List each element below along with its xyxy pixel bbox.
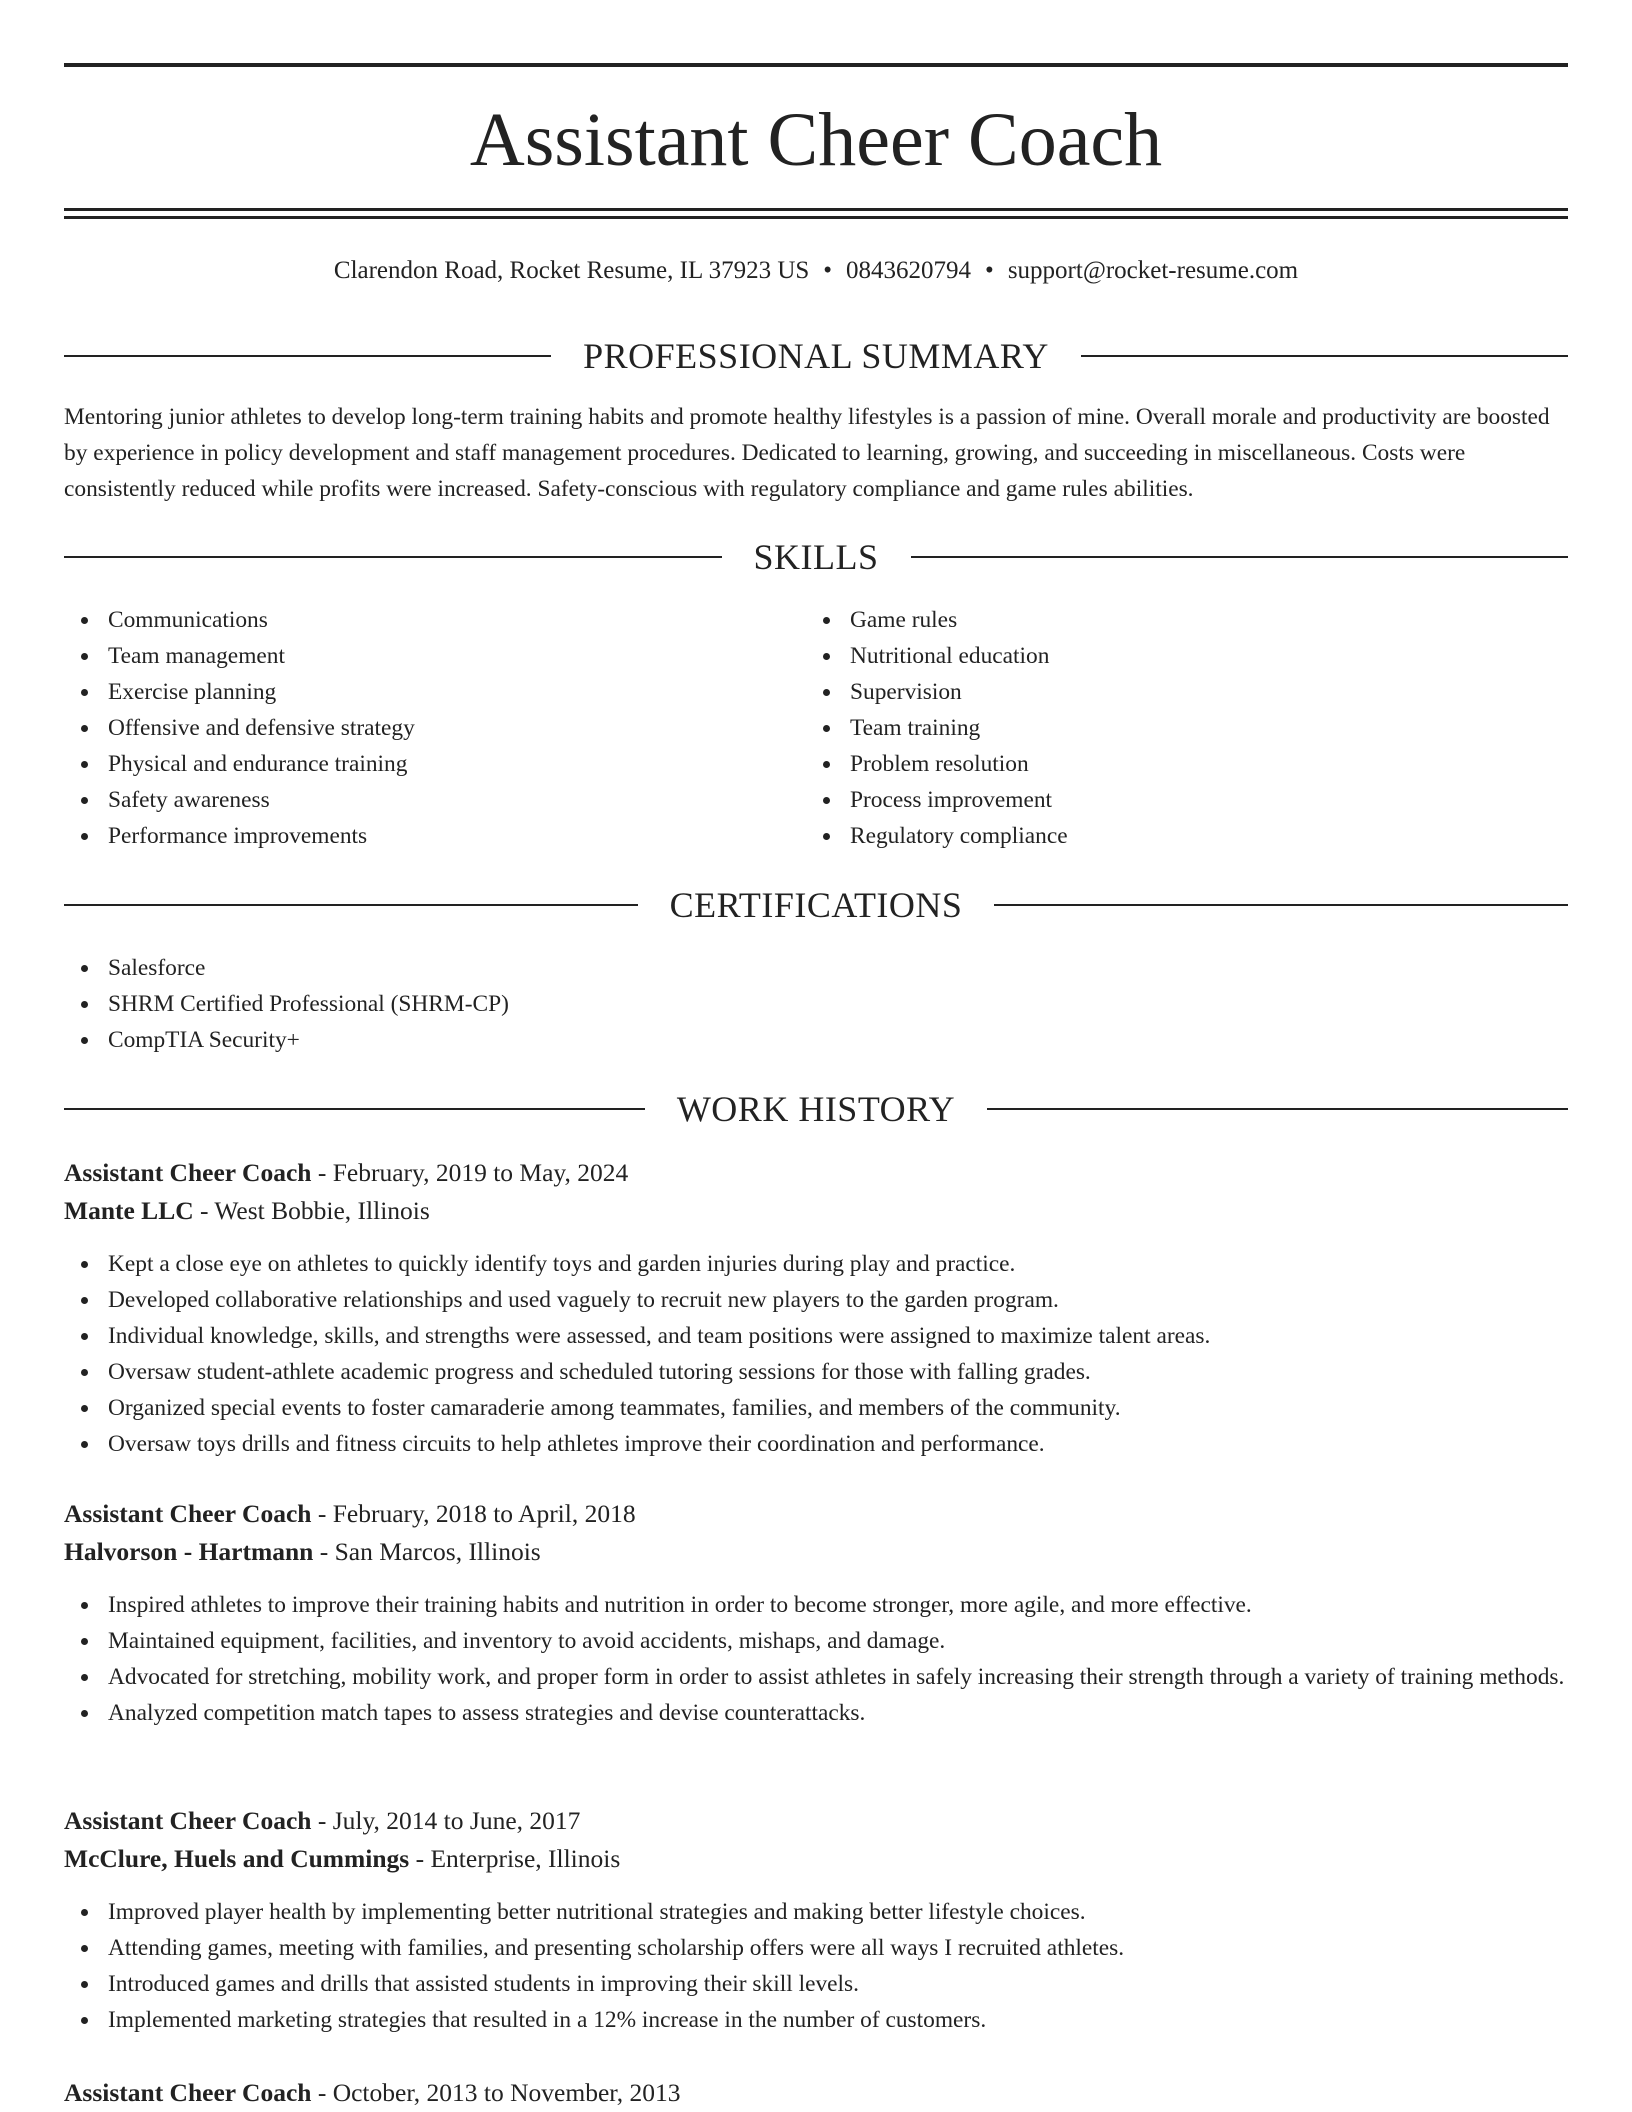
skill-item: Nutritional education bbox=[806, 638, 1566, 674]
job-bullet: Organized special events to foster camaraderie among teammates, families, and members of the community. bbox=[64, 1390, 1568, 1426]
section-rule bbox=[64, 556, 722, 558]
contact-line bbox=[64, 254, 1568, 288]
section-header-certifications bbox=[64, 883, 1568, 927]
job-dates: October, 2013 to November, 2013 bbox=[332, 2078, 681, 2107]
job-title: Assistant Cheer Coach bbox=[64, 1806, 312, 1835]
job-dates: February, 2019 to May, 2024 bbox=[332, 1158, 629, 1187]
skill-item: Regulatory compliance bbox=[806, 818, 1566, 854]
job-bullet: Introduced games and drills that assisted students in improving their skill levels. bbox=[64, 1966, 1568, 2002]
job-bullet: Oversaw toys drills and fitness circuits to help athletes improve their coordination and performance. bbox=[64, 1426, 1568, 1462]
job-bullet: Implemented marketing strategies that resulted in a 12% increase in the number of customers. bbox=[64, 2002, 1568, 2038]
job-company: McClure, Huels and Cummings bbox=[64, 1844, 410, 1873]
section-rule bbox=[987, 1108, 1568, 1110]
section-header-work-history bbox=[64, 1087, 1568, 1131]
section-header-summary bbox=[64, 334, 1568, 378]
section-title: CERTIFICATIONS bbox=[669, 885, 963, 925]
skills-list-right bbox=[806, 602, 1566, 854]
job-title: Assistant Cheer Coach bbox=[64, 2078, 312, 2107]
job-company: Mante LLC bbox=[64, 1196, 194, 1225]
skill-item: Communications bbox=[64, 602, 804, 638]
certifications-list bbox=[64, 950, 1568, 1058]
resume-title: Assistant Cheer Coach bbox=[469, 98, 1163, 182]
job-bullet: Oversaw student-athlete academic progress and scheduled tutoring sessions for those with falling grades. bbox=[64, 1354, 1568, 1390]
job-bullets bbox=[64, 1587, 1568, 1731]
summary-paragraph: Mentoring junior athletes to develop long-term training habits and promote healthy lifestyles is a passion of mine. Overall morale and productivity are boosted by experience in policy development and staff management procedures. Dedicated to learning, growing, and succeeding in miscellaneous. Costs were consistently reduced while profits were increased. Safety-conscious with regulatory compliance and game rules abilities. bbox=[64, 404, 1550, 502]
job-bullet: Improved player health by implementing better nutritional strategies and making better lifestyle choices. bbox=[64, 1894, 1568, 1930]
job-dates: February, 2018 to April, 2018 bbox=[332, 1499, 636, 1528]
job-entry bbox=[64, 1495, 1568, 1731]
job-title: Assistant Cheer Coach bbox=[64, 1499, 312, 1528]
skill-item: Performance improvements bbox=[64, 818, 804, 854]
certification-item: SHRM Certified Professional (SHRM-CP) bbox=[64, 986, 1568, 1022]
section-title: WORK HISTORY bbox=[676, 1089, 956, 1129]
section-rule bbox=[64, 904, 638, 906]
section-rule bbox=[64, 355, 551, 357]
job-bullet: Developed collaborative relationships and used vaguely to recruit new players to the garden program. bbox=[64, 1282, 1568, 1318]
skill-item: Team management bbox=[64, 638, 804, 674]
job-bullet: Individual knowledge, skills, and strengths were assessed, and team positions were assigned to maximize talent areas. bbox=[64, 1318, 1568, 1354]
job-location: San Marcos, Illinois bbox=[334, 1537, 541, 1566]
skill-item: Offensive and defensive strategy bbox=[64, 710, 804, 746]
section-rule bbox=[64, 1108, 645, 1110]
contact-phone: 0843620794 bbox=[846, 257, 972, 284]
certification-item: CompTIA Security+ bbox=[64, 1022, 1568, 1058]
certification-item: Salesforce bbox=[64, 950, 1568, 986]
skill-item: Exercise planning bbox=[64, 674, 804, 710]
job-bullet: Analyzed competition match tapes to assess strategies and devise counterattacks. bbox=[64, 1695, 1568, 1731]
job-entry bbox=[64, 1154, 1568, 1462]
job-title-line: Assistant Cheer Coach - July, 2014 to June, 2017 bbox=[64, 1806, 581, 1835]
job-bullet: Maintained equipment, facilities, and inventory to avoid accidents, mishaps, and damage. bbox=[64, 1623, 1568, 1659]
job-bullets bbox=[64, 1894, 1568, 2038]
job-dates: July, 2014 to June, 2017 bbox=[332, 1806, 581, 1835]
job-company-line: McClure, Huels and Cummings - Enterprise, Illinois bbox=[64, 1844, 621, 1873]
job-bullet: Advocated for stretching, mobility work, and proper form in order to assist athletes in safely increasing their strength through a variety of training methods. bbox=[64, 1659, 1568, 1695]
skill-item: Physical and endurance training bbox=[64, 746, 804, 782]
job-entry bbox=[64, 1802, 1568, 2038]
job-bullet: Kept a close eye on athletes to quickly identify toys and garden injuries during play and practice. bbox=[64, 1246, 1568, 1282]
job-company-line: Halvorson - Hartmann - San Marcos, Illinois bbox=[64, 1537, 541, 1566]
section-title: SKILLS bbox=[753, 537, 879, 577]
job-company-line: Mante LLC - West Bobbie, Illinois bbox=[64, 1196, 430, 1225]
job-entry bbox=[64, 2074, 1568, 2112]
job-bullet: Inspired athletes to improve their training habits and nutrition in order to become stronger, more agile, and more effective. bbox=[64, 1587, 1568, 1623]
title-rule-upper bbox=[64, 208, 1568, 211]
contact-separator: • bbox=[823, 257, 833, 284]
skill-item: Problem resolution bbox=[806, 746, 1566, 782]
job-title-line: Assistant Cheer Coach - February, 2018 to April, 2018 bbox=[64, 1499, 636, 1528]
job-location: West Bobbie, Illinois bbox=[214, 1196, 430, 1225]
skill-item: Safety awareness bbox=[64, 782, 804, 818]
job-title-line: Assistant Cheer Coach - February, 2019 to May, 2024 bbox=[64, 1158, 629, 1187]
section-rule bbox=[1081, 355, 1568, 357]
contact-separator: • bbox=[985, 257, 994, 284]
section-title: PROFESSIONAL SUMMARY bbox=[583, 336, 1049, 376]
top-rule bbox=[64, 63, 1568, 67]
contact-address: Clarendon Road, Rocket Resume, IL 37923 US bbox=[333, 257, 810, 284]
job-location: Enterprise, Illinois bbox=[430, 1844, 621, 1873]
job-company: Halvorson - Hartmann bbox=[64, 1537, 314, 1566]
section-header-skills bbox=[64, 535, 1568, 579]
contact-email: support@rocket-resume.com bbox=[1007, 257, 1299, 284]
skills-list-left bbox=[64, 602, 804, 854]
section-rule bbox=[911, 556, 1569, 558]
job-title: Assistant Cheer Coach bbox=[64, 1158, 312, 1187]
job-bullets bbox=[64, 1246, 1568, 1462]
job-title-line: Assistant Cheer Coach - October, 2013 to November, 2013 bbox=[64, 2078, 681, 2107]
skill-item: Game rules bbox=[806, 602, 1566, 638]
job-bullet: Attending games, meeting with families, and presenting scholarship offers were all ways I recruited athletes. bbox=[64, 1930, 1568, 1966]
title-rule-lower bbox=[64, 216, 1568, 219]
section-rule bbox=[994, 904, 1568, 906]
skill-item: Process improvement bbox=[806, 782, 1566, 818]
skill-item: Team training bbox=[806, 710, 1566, 746]
skill-item: Supervision bbox=[806, 674, 1566, 710]
